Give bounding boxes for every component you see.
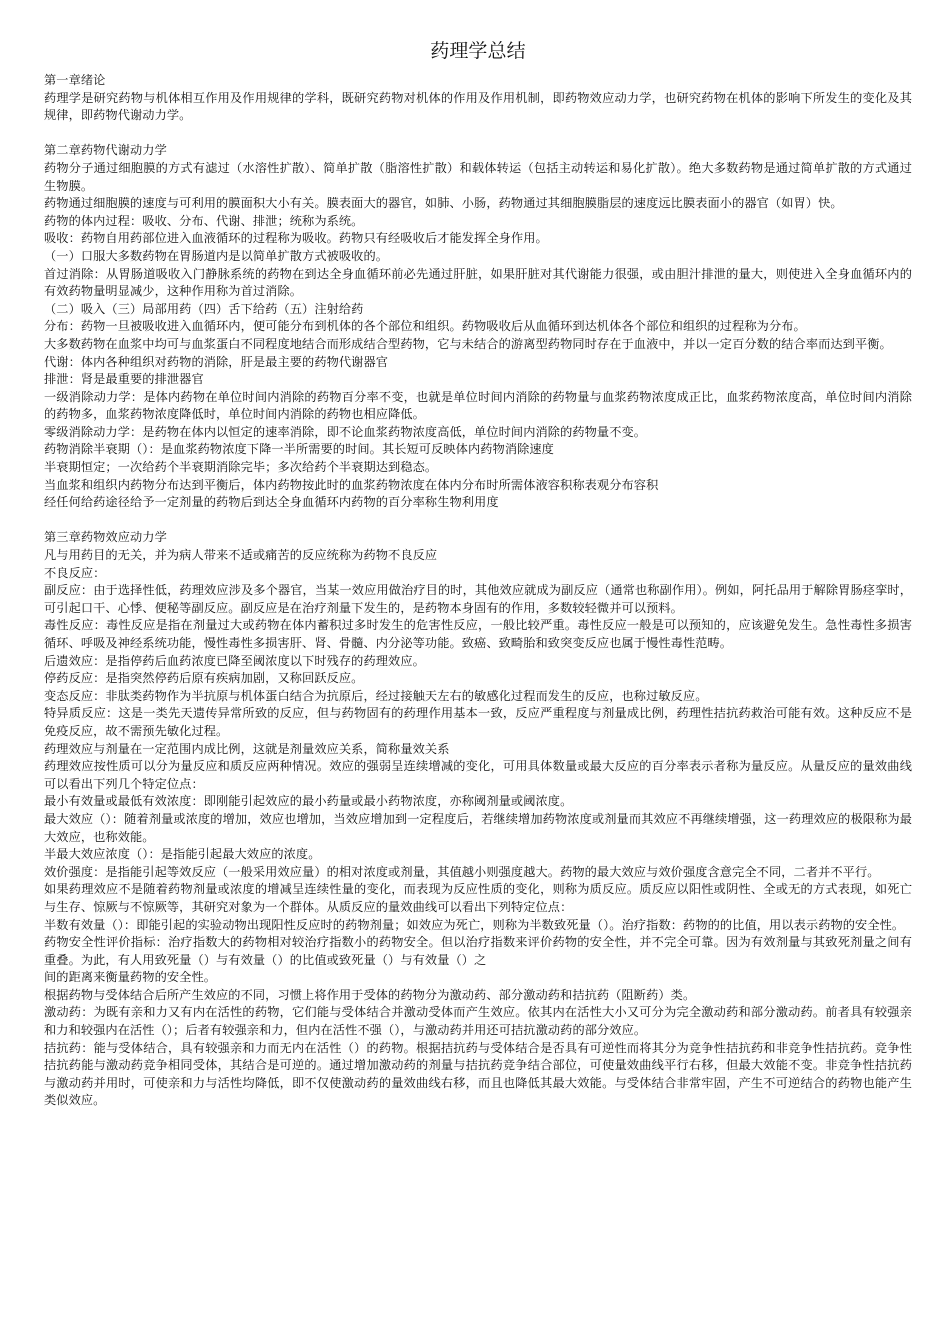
paragraph: 效价强度：是指能引起等效反应（一般采用效应量）的相对浓度或剂量，其值越小则强度越大。药物的最大效应与效价强度含意完全不同，二者并不平行。 [44, 864, 880, 879]
paragraph: （二）吸入（三）局部用药（四）舌下给药（五）注射给药 [44, 301, 364, 316]
document-body [44, 72, 912, 1110]
paragraph: 药物消除半衰期（）：是血浆药物浓度下降一半所需要的时间。其长短可反映体内药物消除速度 [44, 442, 554, 457]
paragraph: 代谢：体内各种组织对药物的消除，肝是最主要的药物代谢器官 [44, 354, 389, 369]
section-1 [44, 72, 912, 125]
document-page [44, 38, 912, 1110]
paragraph: 不良反应： [44, 565, 106, 580]
document-title: 药理学总结 [430, 40, 526, 62]
paragraph: 药理效应与剂量在一定范围内成比例，这就是剂量效应关系，简称量效关系 [44, 741, 450, 756]
paragraph: 当血浆和组织内药物分布达到平衡后，体内药物按此时的血浆药物浓度在体内分布时所需体液容积称表观分布容积 [44, 477, 659, 492]
paragraph: 排泄：肾是最重要的排泄器官 [44, 372, 204, 387]
paragraph: 如果药理效应不是随着药物剂量或浓度的增减呈连续性量的变化，而表现为反应性质的变化，则称为质反应。质反应以阳性或阴性、全或无的方式表现，如死亡与生存、惊厥与不惊厥等，其研究对象为一个群体。从质反应的量效曲线可以看出下列特定位点： [44, 882, 912, 914]
paragraph: 最小有效量或最低有效浓度：即刚能引起效应的最小药量或最小药物浓度，亦称阈剂量或阈浓度。 [44, 794, 573, 809]
section-heading: 第二章药物代谢动力学 [44, 143, 167, 158]
paragraph: 停药反应：是指突然停药后原有疾病加剧，又称回跃反应。 [44, 671, 364, 686]
paragraph: 拮抗药：能与受体结合，具有较强亲和力而无内在活性（）的药物。根据拮抗药与受体结合是否具有可逆性而将其分为竞争性拮抗药和非竞争性拮抗药。竞争性拮抗药能与激动药竞争相同受体，其结合是可逆的。通过增加激动药的剂量与拮抗药竞争结合部位，可使量效曲线平行右移，但最大效能不变。非竞争性拮抗药与激动药并用时，可使亲和力与活性均降低，即不仅使激动药的量效曲线右移，而且也降低其最大效能。与受体结合非常牢固，产生不可逆结合的药物也能产生类似效应。 [44, 1040, 912, 1108]
paragraph: 药物通过细胞膜的速度与可利用的膜面积大小有关。膜表面大的器官，如肺、小肠，药物通过其细胞膜脂层的速度远比膜表面小的器官（如胃）快。 [44, 196, 843, 211]
paragraph: 首过消除：从胃肠道吸收入门静脉系统的药物在到达全身血循环前必先通过肝脏，如果肝脏对其代谢能力很强，或由胆汁排泄的量大，则使进入全身血循环内的有效药物量明显减少，这种作用称为首过消除。 [44, 266, 912, 299]
paragraph: 零级消除动力学：是药物在体内以恒定的速率消除，即不论血浆药物浓度高低，单位时间内消除的药物量不变。 [44, 424, 647, 439]
section-2 [44, 142, 912, 511]
paragraph: 药物安全性评价指标：治疗指数大的药物相对较治疗指数小的药物安全。但以治疗指数来评价药物的安全性，并不完全可靠。因为有效剂量与其致死剂量之间有重叠。为此，有人用致死量（）与有效量（）的比值或致死量（）与有效量（）之 [44, 935, 912, 967]
paragraph: 药理学是研究药物与机体相互作用及作用规律的学科，既研究药物对机体的作用及作用机制，即药物效应动力学，也研究药物在机体的影响下所发生的变化及其规律，即药物代谢动力学。 [44, 90, 912, 123]
paragraph: 分布：药物一旦被吸收进入血循环内，便可能分布到机体的各个部位和组织。药物吸收后从血循环到达机体各个部位和组织的过程称为分布。 [44, 319, 806, 334]
paragraph: 凡与用药目的无关，并为病人带来不适或痛苦的反应统称为药物不良反应 [44, 548, 438, 563]
paragraph: 半衰期恒定；一次给药个半衰期消除完毕；多次给药个半衰期达到稳态。 [44, 460, 438, 475]
paragraph: 半数有效量（）：即能引起的实验动物出现阳性反应时的药物剂量；如效应为死亡，则称为半数致死量（）。治疗指数：药物的的比值，用以表示药物的安全性。 [44, 917, 905, 932]
paragraph: 间的距离来衡量药物的安全性。 [44, 970, 217, 985]
paragraph: 后遗效应：是指停药后血药浓度已降至阈浓度以下时残存的药理效应。 [44, 653, 425, 668]
paragraph: 药理效应按性质可以分为量反应和质反应两种情况。效应的强弱呈连续增减的变化，可用具体数量或最大反应的百分率表示者称为量反应。从量反应的量效曲线可以看出下列几个特定位点： [44, 759, 912, 791]
paragraph: 药物分子通过细胞膜的方式有滤过（水溶性扩散）、简单扩散（脂溶性扩散）和载体转运（包括主动转运和易化扩散）。绝大多数药物是通过简单扩散的方式通过生物膜。 [44, 160, 912, 193]
section-heading: 第三章药物效应动力学 [44, 530, 167, 545]
paragraph: （一）口服大多数药物在胃肠道内是以简单扩散方式被吸收的。 [44, 248, 389, 263]
paragraph: 副反应：由于选择性低，药理效应涉及多个器官，当某一效应用做治疗目的时，其他效应就成为副反应（通常也称副作用）。例如，阿托品用于解除胃肠痉挛时，可引起口干、心悸、便秘等副反应。副反应是在治疗剂量下发生的，是药物本身固有的作用，多数较轻微并可以预料。 [44, 583, 912, 615]
paragraph: 最大效应（）：随着剂量或浓度的增加，效应也增加，当效应增加到一定程度后，若继续增加药物浓度或剂量而其效应不再继续增强，这一药理效应的极限称为最大效应，也称效能。 [44, 811, 912, 844]
paragraph: 变态反应：非肽类药物作为半抗原与机体蛋白结合为抗原后，经过接触天左右的敏感化过程而发生的反应，也称过敏反应。 [44, 688, 708, 703]
section-3 [44, 529, 912, 1110]
paragraph: 毒性反应：毒性反应是指在剂量过大或药物在体内蓄积过多时发生的危害性反应，一般比较严重。毒性反应一般是可以预知的，应该避免发生。急性毒性多损害循环、呼吸及神经系统功能，慢性毒性多损害肝、肾、骨髓、内分泌等功能。致癌、致畸胎和致突变反应也属于慢性毒性范畴。 [44, 618, 912, 650]
paragraph: 大多数药物在血浆中均可与血浆蛋白不同程度地结合而形成结合型药物，它与未结合的游离型药物同时存在于血液中，并以一定百分数的结合率而达到平衡。 [44, 336, 892, 351]
paragraph: 特异质反应：这是一类先天遗传异常所致的反应，但与药物固有的药理作用基本一致，反应严重程度与剂量成比例，药理性拮抗药救治可能有效。这种反应不是免疫反应，故不需预先敏化过程。 [44, 706, 912, 738]
paragraph: 半最大效应浓度（）：是指能引起最大效应的浓度。 [44, 847, 321, 862]
paragraph: 根据药物与受体结合后所产生效应的不同，习惯上将作用于受体的药物分为激动药、部分激动药和拮抗药（阻断药）类。 [44, 987, 696, 1002]
paragraph: 经任何给药途径给予一定剂量的药物后到达全身血循环内药物的百分率称生物利用度 [44, 495, 499, 510]
section-heading: 第一章绪论 [44, 73, 106, 87]
paragraph: 药物的体内过程：吸收、分布、代谢、排泄；统称为系统。 [44, 213, 364, 228]
paragraph: 一级消除动力学：是体内药物在单位时间内消除的药物百分率不变，也就是单位时间内消除的药物量与血浆药物浓度成正比，血浆药物浓度高，单位时间内消除的药物多，血浆药物浓度降低时，单位时间内消除的药物也相应降低。 [44, 389, 912, 422]
paragraph: 吸收：药物自用药部位进入血液循环的过程称为吸收。药物只有经吸收后才能发挥全身作用。 [44, 231, 548, 246]
paragraph: 激动药：为既有亲和力又有内在活性的药物，它们能与受体结合并激动受体而产生效应。依其内在活性大小又可分为完全激动药和部分激动药。前者具有较强亲和力和较强内在活性（）；后者有较强亲和力，但内在活性不强（），与激动药并用还可拮抗激动药的部分效应。 [44, 1005, 912, 1038]
